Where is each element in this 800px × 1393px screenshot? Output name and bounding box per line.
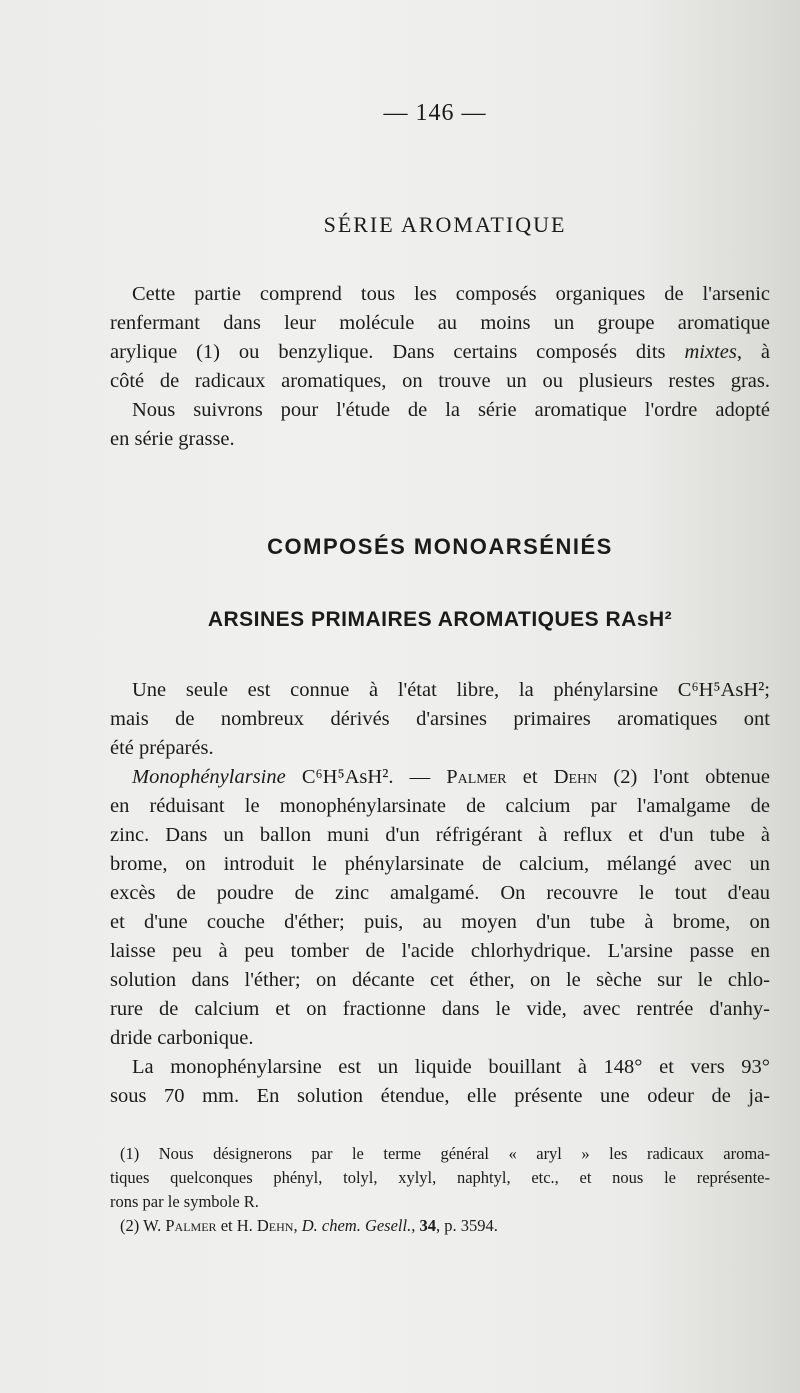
text-line: mais de nombreux dérivés d'arsines primaires aromatiques ont [110, 708, 770, 730]
text-line: excès de poudre de zinc amalgamé. On recouvre le tout d'eau [110, 882, 770, 904]
text-line: renfermant dans leur molécule au moins un groupe aromatique [110, 312, 770, 334]
text-span: , p. 3594. [435, 1216, 498, 1235]
text-span: , [293, 1216, 302, 1235]
author-name: Palmer [165, 1216, 217, 1235]
text-line: Cette partie comprend tous les composés organiques de l'arsenic [132, 283, 770, 305]
footnote-line: tiques quelconques phényl, tolyl, xylyl, naphtyl, etc., et nous le représente- [110, 1168, 770, 1187]
text-line: et d'une couche d'éther; puis, au moyen d'un tube à brome, on [110, 911, 770, 933]
footnote-2 [110, 1214, 770, 1238]
text-span: C⁶H⁵AsH². — [285, 766, 447, 788]
author-name: Dehn [256, 1216, 294, 1235]
text-span: et H. [216, 1216, 257, 1235]
text-line: Une seule est connue à l'état libre, la phénylarsine C⁶H⁵AsH²; [132, 679, 770, 701]
text-line: en réduisant le monophénylarsinate de calcium par l'amalgame de [110, 795, 770, 817]
volume-number: 34 [419, 1216, 436, 1235]
text-line: côté de radicaux aromatiques, on trouve un ou plusieurs restes gras. [110, 370, 770, 392]
sub-heading: ARSINES PRIMAIRES AROMATIQUES RAsH² [207, 608, 673, 631]
text-line: solution dans l'éther; on décante cet éther, on le sèche sur le chlo- [110, 969, 770, 991]
text-line: rure de calcium et on fractionne dans le vide, avec rentrée d'anhy- [110, 998, 770, 1020]
text-line [110, 763, 770, 792]
text-span: et [506, 766, 554, 788]
footnote-line: (1) Nous désignerons par le terme général « aryl » les radicaux aroma- [120, 1144, 770, 1163]
text-line: brome, on introduit le phénylarsinate de calcium, mélangé avec un [110, 853, 770, 875]
text-span: arylique (1) ou benzylique. Dans certains composés dits [110, 341, 685, 363]
author-name: Dehn [553, 766, 598, 788]
footnote-line: rons par le symbole R. [110, 1192, 259, 1211]
compound-name: Monophénylarsine [132, 766, 286, 788]
text-line: sous 70 mm. En solution étendue, elle présente une odeur de ja- [110, 1085, 770, 1107]
main-heading: COMPOSÉS MONOARSÉNIÉS [267, 534, 613, 559]
text-span: (2) l'ont obtenue [597, 766, 771, 788]
text-span: , [411, 1216, 420, 1235]
text-span: (2) W. [120, 1216, 166, 1235]
journal-name: D. chem. Gesell. [301, 1216, 412, 1235]
text-line: Nous suivrons pour l'étude de la série aromatique l'ordre adopté [132, 399, 770, 421]
text-line: été préparés. [110, 737, 214, 759]
section-title: SÉRIE AROMATIQUE [323, 212, 567, 237]
author-name: Palmer [446, 766, 507, 788]
text-span: , à [736, 341, 770, 363]
page-number: — 146 — [383, 100, 487, 126]
footnotes [110, 1142, 770, 1238]
text-line [110, 338, 770, 367]
text-line: laisse peu à peu tomber de l'acide chlorhydrique. L'arsine passe en [110, 940, 770, 962]
text-line: en série grasse. [110, 428, 235, 450]
text-line: zinc. Dans un ballon muni d'un réfrigérant à reflux et d'un tube à [110, 824, 770, 846]
text-line: dride carbonique. [110, 1027, 254, 1049]
text-line: La monophénylarsine est un liquide bouillant à 148° et vers 93° [132, 1056, 770, 1078]
italic-term: mixtes [684, 341, 737, 363]
